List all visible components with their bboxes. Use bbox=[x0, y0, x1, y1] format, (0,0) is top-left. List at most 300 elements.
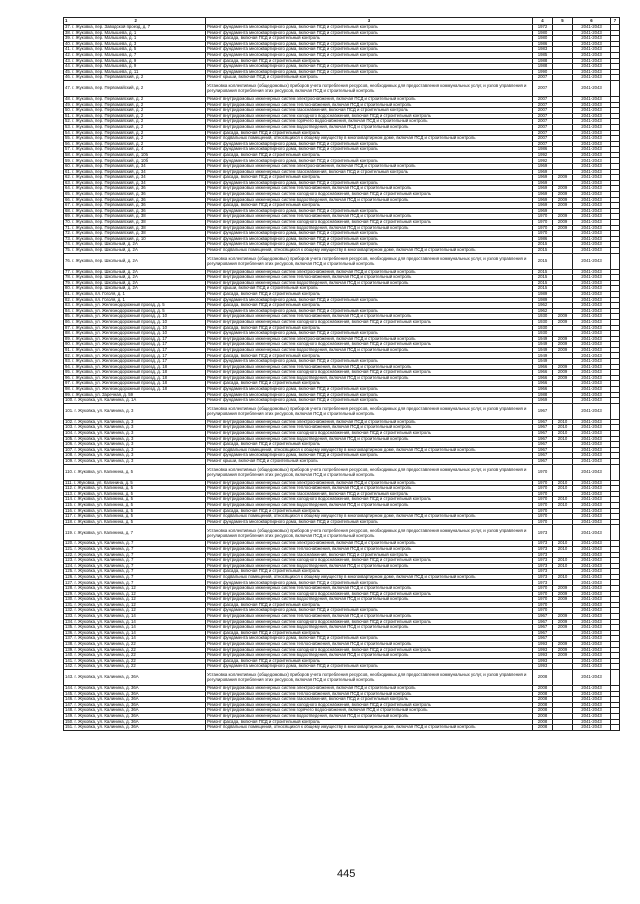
year-cell: 2008 bbox=[533, 669, 553, 685]
period-cell: 2041-2043 bbox=[573, 514, 611, 520]
work-type-cell: Ремонт фундамента многоквартирного дома, включая ПСД и строительный контроль bbox=[206, 387, 533, 393]
period-cell: 2041-2043 bbox=[573, 458, 611, 464]
year-cell: 1973 bbox=[533, 563, 553, 569]
year-cell: 1949 bbox=[533, 336, 553, 342]
period-cell: 2041-2043 bbox=[573, 491, 611, 497]
table-row bbox=[64, 669, 620, 685]
year-cell: 2007 bbox=[533, 119, 553, 125]
period-cell: 2041-2043 bbox=[573, 225, 611, 231]
header-cell-period: 6 bbox=[573, 18, 611, 25]
work-type-cell: Ремонт фундамента многоквартирного дома, включая ПСД и строительный контроль bbox=[206, 52, 533, 58]
repair-year-cell: 2010 bbox=[553, 480, 573, 486]
address-cell: 109. г. Жуковка, ул. Калинина, д. 3 bbox=[64, 458, 206, 464]
work-type-cell: Ремонт фундамента многоквартирного дома, включая ПСД и строительный контроль bbox=[206, 47, 533, 53]
address-cell: 74. г. Жуковка, пер. Школьный, д. 2А bbox=[64, 242, 206, 248]
note-cell bbox=[611, 80, 620, 96]
note-cell bbox=[611, 403, 620, 419]
address-cell: 53. г. Жуковка, пер. Первомайский, д. 2 bbox=[64, 124, 206, 130]
address-cell: 149. г. Жуковка, ул. Калинина, д. 36А bbox=[64, 713, 206, 719]
work-type-cell: Ремонт внутридомовых инженерных систем газоснабжения, включая ПСД и строительный контроль bbox=[206, 552, 533, 558]
period-cell: 2041-2043 bbox=[573, 242, 611, 248]
year-cell: 1986 bbox=[533, 41, 553, 47]
repair-year-cell: 2009 bbox=[553, 186, 573, 192]
work-type-cell: Ремонт фундамента многоквартирного дома, включая ПСД и строительный контроль bbox=[206, 208, 533, 214]
address-cell: 111. г. Жуковка, ул. Калинина, д. 5 bbox=[64, 480, 206, 486]
address-cell: 134. г. Жуковка, ул. Калинина, д. 14 bbox=[64, 619, 206, 625]
period-cell: 2041-2043 bbox=[573, 552, 611, 558]
repair-year-cell: 2009 bbox=[553, 591, 573, 597]
address-cell: 133. г. Жуковка, ул. Калинина, д. 14 bbox=[64, 614, 206, 620]
period-cell: 2041-2043 bbox=[573, 653, 611, 659]
year-cell: 1967 bbox=[533, 458, 553, 464]
period-cell: 2041-2043 bbox=[573, 359, 611, 365]
year-cell: 1970 bbox=[533, 591, 553, 597]
repair-year-cell: 2009 bbox=[553, 175, 573, 181]
period-cell: 2041-2043 bbox=[573, 597, 611, 603]
repair-year-cell: 2009 bbox=[553, 370, 573, 376]
period-cell: 2041-2043 bbox=[573, 725, 611, 731]
repair-year-cell: 2009 bbox=[553, 319, 573, 325]
period-cell: 2041-2043 bbox=[573, 569, 611, 575]
year-cell: 1967 bbox=[533, 442, 553, 448]
work-type-cell: Ремонт внутридомовых инженерных систем холодного водоснабжения, включая ПСД и строительный контроль bbox=[206, 370, 533, 376]
period-cell: 2041-2043 bbox=[573, 497, 611, 503]
work-type-cell: Ремонт внутридомовых инженерных систем холодного водоснабжения, включая ПСД и строительный контроль bbox=[206, 342, 533, 348]
header-cell-work: 3 bbox=[206, 18, 533, 25]
address-cell: 38. г. Жуковка, пер. Малышева, д. 1 bbox=[64, 30, 206, 36]
address-cell: 83. г. Жуковка, ул. Железнодорожный проезд, д. 5 bbox=[64, 303, 206, 309]
period-cell: 2041-2043 bbox=[573, 203, 611, 209]
period-cell: 2041-2043 bbox=[573, 136, 611, 142]
work-type-cell: Ремонт фасада, включая ПСД и строительный контроль bbox=[206, 508, 533, 514]
year-cell: 1949 bbox=[533, 347, 553, 353]
period-cell: 2041-2043 bbox=[573, 152, 611, 158]
period-cell: 2041-2043 bbox=[573, 124, 611, 130]
period-cell: 2041-2043 bbox=[573, 453, 611, 459]
work-type-cell: Ремонт фасада, включая ПСД и строительный контроль bbox=[206, 569, 533, 575]
period-cell: 2041-2043 bbox=[573, 36, 611, 42]
address-cell: 99. г. Жуковка, ул. Заречная, д. 59 bbox=[64, 392, 206, 398]
period-cell: 2041-2043 bbox=[573, 275, 611, 281]
repair-year-cell: 2009 bbox=[553, 314, 573, 320]
repair-year-cell: 2009 bbox=[553, 225, 573, 231]
year-cell: 1930 bbox=[533, 331, 553, 337]
repair-year-cell: 2010 bbox=[553, 574, 573, 580]
year-cell: 1969 bbox=[533, 180, 553, 186]
year-cell: 1993 bbox=[533, 658, 553, 664]
work-type-cell: Установка коллективных (общедомовых) приборов учета потребления ресурсов, необходимых для предоставления коммунальных услуг, и узлов управления и регулирования потребления этих ресурсов, включая ПСД и строительный контроль bbox=[206, 464, 533, 480]
work-type-cell: Ремонт внутридомовых инженерных систем теплоснабжения, включая ПСД и строительный контроль bbox=[206, 486, 533, 492]
work-type-cell: Ремонт подвальных помещений, относящихся к общему имуществу в многоквартирном доме, включая ПСД и строительный контроль bbox=[206, 725, 533, 731]
address-cell: 80. г. Жуковка, пер. Школьный, д. 2А bbox=[64, 286, 206, 292]
period-cell: 2041-2043 bbox=[573, 642, 611, 648]
year-cell: 1967 bbox=[533, 630, 553, 636]
period-cell: 2041-2043 bbox=[573, 214, 611, 220]
work-type-cell: Ремонт фасада, включая ПСД и строительный контроль bbox=[206, 291, 533, 297]
period-cell: 2041-2043 bbox=[573, 52, 611, 58]
year-cell: 1970 bbox=[533, 464, 553, 480]
work-type-cell: Ремонт внутридомовых инженерных систем водоотведения, включая ПСД и строительный контроль bbox=[206, 625, 533, 631]
work-type-cell: Ремонт внутридомовых инженерных систем теплоснабжения, включая ПСД и строительный контроль bbox=[206, 186, 533, 192]
year-cell: 2007 bbox=[533, 136, 553, 142]
year-cell: 1973 bbox=[533, 569, 553, 575]
period-cell: 2041-2043 bbox=[573, 375, 611, 381]
work-type-cell: Ремонт фасада, включая ПСД и строительный контроль bbox=[206, 203, 533, 209]
year-cell: 2007 bbox=[533, 80, 553, 96]
work-type-cell: Ремонт подвальных помещений, относящихся к общему имуществу в многоквартирном доме, включая ПСД и строительный контроль bbox=[206, 136, 533, 142]
address-cell: 112. г. Жуковка, ул. Калинина, д. 5 bbox=[64, 486, 206, 492]
period-cell: 2041-2043 bbox=[573, 80, 611, 96]
year-cell: 1966 bbox=[533, 387, 553, 393]
year-cell: 1969 bbox=[533, 208, 553, 214]
address-cell: 79. г. Жуковка, пер. Школьный, д. 2А bbox=[64, 280, 206, 286]
year-cell: 1969 bbox=[533, 197, 553, 203]
year-cell: 2008 bbox=[533, 725, 553, 731]
address-cell: 151. г. Жуковка, ул. Калинина, д. 36А bbox=[64, 725, 206, 731]
work-type-cell: Ремонт внутридомовых инженерных систем холодного водоснабжения, включая ПСД и строительный контроль bbox=[206, 431, 533, 437]
address-cell: 47. г. Жуковка, пер. Первомайский, д. 2 bbox=[64, 80, 206, 96]
header-cell-col5: 5 bbox=[553, 18, 573, 25]
work-type-cell: Ремонт внутридомовых инженерных систем газоснабжения, включая ПСД и строительный контроль bbox=[206, 491, 533, 497]
work-type-cell: Ремонт фундамента многоквартирного дома, включая ПСД и строительный контроль bbox=[206, 64, 533, 70]
work-type-cell: Ремонт фасада, включая ПСД и строительный контроль bbox=[206, 630, 533, 636]
work-type-cell: Ремонт внутридомовых инженерных систем теплоснабжения, включая ПСД и строительный контроль bbox=[206, 614, 533, 620]
year-cell: 2007 bbox=[533, 96, 553, 102]
period-cell: 2041-2043 bbox=[573, 325, 611, 331]
year-cell: 1970 bbox=[533, 497, 553, 503]
year-cell: 1967 bbox=[533, 625, 553, 631]
note-cell bbox=[611, 725, 620, 731]
year-cell: 1989 bbox=[533, 291, 553, 297]
period-cell: 2041-2043 bbox=[573, 253, 611, 269]
address-cell: 127. г. Жуковка, ул. Калинина, д. 7 bbox=[64, 580, 206, 586]
address-cell: 43. г. Жуковка, пер. Малышева, д. 9 bbox=[64, 58, 206, 64]
work-type-cell: Ремонт внутридомовых инженерных систем теплоснабжения, включая ПСД и строительный контроль bbox=[206, 546, 533, 552]
repair-year-cell: 2009 bbox=[553, 375, 573, 381]
work-type-cell: Ремонт крыши, включая ПСД и строительный контроль bbox=[206, 458, 533, 464]
work-type-cell: Ремонт фундамента многоквартирного дома, включая ПСД и строительный контроль bbox=[206, 308, 533, 314]
address-cell: 59. г. Жуковка, пер. Первомайский, д. 10б bbox=[64, 158, 206, 164]
work-type-cell: Ремонт фундамента многоквартирного дома, включая ПСД и строительный контроль bbox=[206, 331, 533, 337]
address-cell: 89. г. Жуковка, ул. Железнодорожный проезд, д. 17 bbox=[64, 336, 206, 342]
address-cell: 88. г. Жуковка, ул. Железнодорожный проезд, д. 10 bbox=[64, 331, 206, 337]
work-type-cell: Ремонт внутридомовых инженерных систем электроснабжения, включая ПСД и строительный контроль bbox=[206, 269, 533, 275]
period-cell: 2041-2043 bbox=[573, 541, 611, 547]
work-type-cell: Ремонт внутридомовых инженерных систем холодного водоснабжения, включая ПСД и строительный контроль bbox=[206, 558, 533, 564]
year-cell: 1970 bbox=[533, 586, 553, 592]
address-cell: 75. г. Жуковка, пер. Школьный, д. 2А bbox=[64, 247, 206, 253]
address-cell: 117. г. Жуковка, ул. Калинина, д. 5 bbox=[64, 514, 206, 520]
period-cell: 2041-2043 bbox=[573, 297, 611, 303]
work-type-cell: Ремонт фундамента многоквартирного дома, включая ПСД и строительный контроль bbox=[206, 147, 533, 153]
address-cell: 39. г. Жуковка, пер. Малышева, д. 1 bbox=[64, 36, 206, 42]
repair-year-cell: 2009 bbox=[553, 586, 573, 592]
repair-year-cell: 2010 bbox=[553, 431, 573, 437]
address-cell: 100. г. Жуковка, ул. Калинина, д. 1А bbox=[64, 398, 206, 404]
address-cell: 37. г. Жуковка, пер. Заводской проезд, д. 7 bbox=[64, 25, 206, 31]
year-cell: 1980 bbox=[533, 36, 553, 42]
year-cell: 1970 bbox=[533, 514, 553, 520]
work-type-cell: Ремонт внутридомовых инженерных систем электроснабжения, включая ПСД и строительный контроль bbox=[206, 541, 533, 547]
address-cell: 85. г. Жуковка, ул. Железнодорожный проезд, д. 10 bbox=[64, 314, 206, 320]
address-cell: 122. г. Жуковка, ул. Калинина, д. 7 bbox=[64, 552, 206, 558]
address-cell: 49. г. Жуковка, пер. Первомайский, д. 2 bbox=[64, 102, 206, 108]
year-cell: 1970 bbox=[533, 486, 553, 492]
period-cell: 2041-2043 bbox=[573, 697, 611, 703]
year-cell: 1967 bbox=[533, 419, 553, 425]
year-cell: 1973 bbox=[533, 546, 553, 552]
work-type-cell: Ремонт подвальных помещений, относящихся к общему имуществу в многоквартирном доме, включая ПСД и строительный контроль bbox=[206, 514, 533, 520]
period-cell: 2041-2043 bbox=[573, 58, 611, 64]
work-type-cell: Ремонт внутридомовых инженерных систем теплоснабжения, включая ПСД и строительный контроль bbox=[206, 425, 533, 431]
work-type-cell: Ремонт фундамента многоквартирного дома, включая ПСД и строительный контроль bbox=[206, 242, 533, 248]
year-cell: 2015 bbox=[533, 269, 553, 275]
work-type-cell: Ремонт внутридомовых инженерных систем холодного водоснабжения, включая ПСД и строительный контроль bbox=[206, 192, 533, 198]
period-cell: 2041-2043 bbox=[573, 425, 611, 431]
period-cell: 2041-2043 bbox=[573, 708, 611, 714]
work-type-cell: Ремонт внутридомовых инженерных систем электроснабжения, включая ПСД и строительный контроль bbox=[206, 164, 533, 170]
repair-year-cell: 2010 bbox=[553, 497, 573, 503]
period-cell: 2041-2043 bbox=[573, 308, 611, 314]
year-cell: 1988 bbox=[533, 392, 553, 398]
address-cell: 138. г. Жуковка, ул. Калинина, д. 22 bbox=[64, 642, 206, 648]
year-cell: 2007 bbox=[533, 75, 553, 81]
year-cell: 2008 bbox=[533, 719, 553, 725]
work-type-cell: Ремонт внутридомовых инженерных систем водоотведения, включая ПСД и строительный контроль bbox=[206, 653, 533, 659]
work-type-cell: Ремонт внутридомовых инженерных систем холодного водоснабжения, включая ПСД и строительный контроль bbox=[206, 220, 533, 226]
work-type-cell: Ремонт крыши, включая ПСД и строительный контроль bbox=[206, 286, 533, 292]
repair-year-cell: 2009 bbox=[553, 347, 573, 353]
period-cell: 2041-2043 bbox=[573, 625, 611, 631]
year-cell: 1962 bbox=[533, 308, 553, 314]
period-cell: 2041-2043 bbox=[573, 685, 611, 691]
address-cell: 70. г. Жуковка, пер. Первомайский, д. 38 bbox=[64, 220, 206, 226]
repair-year-cell: 2010 bbox=[553, 563, 573, 569]
year-cell: 2008 bbox=[533, 713, 553, 719]
work-type-cell: Ремонт внутридомовых инженерных систем водоотведения, включая ПСД и строительный контроль bbox=[206, 713, 533, 719]
work-type-cell: Ремонт внутридомовых инженерных систем водоотведения, включая ПСД и строительный контроль bbox=[206, 124, 533, 130]
work-type-cell: Установка коллективных (общедомовых) приборов учета потребления ресурсов, необходимых для предоставления коммунальных услуг, и узлов управления и регулирования потребления этих ресурсов, включая ПСД и строительный контроль bbox=[206, 253, 533, 269]
address-cell: 143. г. Жуковка, ул. Калинина, д. 36А bbox=[64, 669, 206, 685]
address-cell: 139. г. Жуковка, ул. Калинина, д. 22 bbox=[64, 647, 206, 653]
document-page bbox=[63, 17, 619, 731]
year-cell: 1970 bbox=[533, 231, 553, 237]
work-type-cell: Ремонт внутридомовых инженерных систем водоотведения, включая ПСД и строительный контроль bbox=[206, 280, 533, 286]
work-type-cell: Ремонт фасада, включая ПСД и строительный контроль bbox=[206, 602, 533, 608]
work-type-cell: Ремонт внутридомовых инженерных систем холодного водоснабжения, включая ПСД и строительный контроль bbox=[206, 619, 533, 625]
address-cell: 45. г. Жуковка, пер. Малышева, д. 11 bbox=[64, 69, 206, 75]
period-cell: 2041-2043 bbox=[573, 96, 611, 102]
year-cell: 2015 bbox=[533, 286, 553, 292]
capital-repair-table bbox=[63, 17, 620, 731]
work-type-cell: Ремонт внутридомовых инженерных систем водоотведения, включая ПСД и строительный контроль bbox=[206, 502, 533, 508]
work-type-cell: Ремонт фундамента многоквартирного дома, включая ПСД и строительный контроль bbox=[206, 664, 533, 670]
year-cell: 1972 bbox=[533, 25, 553, 31]
period-cell: 2041-2043 bbox=[573, 113, 611, 119]
address-cell: 48. г. Жуковка, пер. Первомайский, д. 2 bbox=[64, 96, 206, 102]
work-type-cell: Ремонт фундамента многоквартирного дома, включая ПСД и строительный контроль bbox=[206, 180, 533, 186]
address-cell: 51. г. Жуковка, пер. Первомайский, д. 2 bbox=[64, 113, 206, 119]
work-type-cell: Ремонт внутридомовых инженерных систем теплоснабжения, включая ПСД и строительный контроль bbox=[206, 691, 533, 697]
year-cell: 1988 bbox=[533, 58, 553, 64]
work-type-cell: Ремонт фасада, включая ПСД и строительный контроль bbox=[206, 658, 533, 664]
work-type-cell: Ремонт внутридомовых инженерных систем водоотведения, включая ПСД и строительный контроль bbox=[206, 225, 533, 231]
address-cell: 144. г. Жуковка, ул. Калинина, д. 36А bbox=[64, 685, 206, 691]
address-cell: 145. г. Жуковка, ул. Калинина, д. 36А bbox=[64, 691, 206, 697]
work-type-cell: Ремонт внутридомовых инженерных систем холодного водоснабжения, включая ПСД и строительный контроль bbox=[206, 702, 533, 708]
period-cell: 2041-2043 bbox=[573, 669, 611, 685]
period-cell: 2041-2043 bbox=[573, 280, 611, 286]
work-type-cell: Ремонт фундамента многоквартирного дома, включая ПСД и строительный контроль bbox=[206, 231, 533, 237]
repair-year-cell: 2009 bbox=[553, 625, 573, 631]
work-type-cell: Ремонт крыши, включая ПСД и строительный контроль bbox=[206, 75, 533, 81]
work-type-cell: Ремонт фасада, включая ПСД и строительный контроль bbox=[206, 381, 533, 387]
year-cell: 2015 bbox=[533, 280, 553, 286]
address-cell: 129. г. Жуковка, ул. Калинина, д. 12 bbox=[64, 591, 206, 597]
work-type-cell: Ремонт подвальных помещений, относящихся к общему имуществу в многоквартирном доме, включая ПСД и строительный контроль bbox=[206, 447, 533, 453]
repair-year-cell: 2010 bbox=[553, 546, 573, 552]
period-cell: 2041-2043 bbox=[573, 192, 611, 198]
year-cell: 1980 bbox=[533, 30, 553, 36]
work-type-cell: Ремонт фундамента многоквартирного дома, включая ПСД и строительный контроль bbox=[206, 636, 533, 642]
address-cell: 96. г. Жуковка, ул. Железнодорожный проезд, д. 18 bbox=[64, 375, 206, 381]
note-cell bbox=[611, 525, 620, 541]
repair-year-cell: 2010 bbox=[553, 436, 573, 442]
address-cell: 125. г. Жуковка, ул. Калинина, д. 7 bbox=[64, 569, 206, 575]
year-cell: 1969 bbox=[533, 169, 553, 175]
address-cell: 147. г. Жуковка, ул. Калинина, д. 36А bbox=[64, 702, 206, 708]
work-type-cell: Ремонт фасада, включая ПСД и строительный контроль bbox=[206, 175, 533, 181]
period-cell: 2041-2043 bbox=[573, 636, 611, 642]
year-cell: 1967 bbox=[533, 614, 553, 620]
address-cell: 150. г. Жуковка, ул. Калинина, д. 36А bbox=[64, 719, 206, 725]
work-type-cell: Ремонт внутридомовых инженерных систем водоотведения, включая ПСД и строительный контроль bbox=[206, 375, 533, 381]
period-cell: 2041-2043 bbox=[573, 364, 611, 370]
address-cell: 67. г. Жуковка, пер. Первомайский, д. 36 bbox=[64, 203, 206, 209]
address-cell: 40. г. Жуковка, пер. Малышева, д. 3 bbox=[64, 41, 206, 47]
work-type-cell: Ремонт внутридомовых инженерных систем водоотведения, включая ПСД и строительный контроль bbox=[206, 347, 533, 353]
header-num-1: 1 bbox=[65, 17, 68, 23]
year-cell: 1992 bbox=[533, 158, 553, 164]
header-cell-year: 4 bbox=[533, 18, 553, 25]
year-cell: 1967 bbox=[533, 447, 553, 453]
address-cell: 142. г. Жуковка, ул. Калинина, д. 22 bbox=[64, 664, 206, 670]
address-cell: 77. г. Жуковка, пер. Школьный, д. 2А bbox=[64, 269, 206, 275]
table-row bbox=[64, 80, 620, 96]
year-cell: 1970 bbox=[533, 508, 553, 514]
work-type-cell: Ремонт внутридомовых инженерных систем электроснабжения, включая ПСД и строительный контроль bbox=[206, 96, 533, 102]
address-cell: 69. г. Жуковка, пер. Первомайский, д. 38 bbox=[64, 214, 206, 220]
address-cell: 106. г. Жуковка, ул. Калинина, д. 3 bbox=[64, 442, 206, 448]
period-cell: 2041-2043 bbox=[573, 342, 611, 348]
table-body bbox=[64, 25, 620, 731]
address-cell: 50. г. Жуковка, пер. Первомайский, д. 2 bbox=[64, 108, 206, 114]
period-cell: 2041-2043 bbox=[573, 442, 611, 448]
year-cell: 1992 bbox=[533, 152, 553, 158]
work-type-cell: Установка коллективных (общедомовых) приборов учета потребления ресурсов, необходимых для предоставления коммунальных услуг, и узлов управления и регулирования потребления этих ресурсов, включая ПСД и строительный контроль bbox=[206, 80, 533, 96]
year-cell: 1970 bbox=[533, 597, 553, 603]
year-cell: 1969 bbox=[533, 186, 553, 192]
period-cell: 2041-2043 bbox=[573, 392, 611, 398]
address-cell: 114. г. Жуковка, ул. Калинина, д. 5 bbox=[64, 497, 206, 503]
period-cell: 2041-2043 bbox=[573, 480, 611, 486]
period-cell: 2041-2043 bbox=[573, 436, 611, 442]
year-cell: 1993 bbox=[533, 647, 553, 653]
address-cell: 84. г. Жуковка, ул. Железнодорожный проезд, д. 5 bbox=[64, 308, 206, 314]
work-type-cell: Ремонт фундамента многоквартирного дома, включая ПСД и строительный контроль bbox=[206, 580, 533, 586]
work-type-cell: Ремонт внутридомовых инженерных систем теплоснабжения, включая ПСД и строительный контроль bbox=[206, 275, 533, 281]
address-cell: 105. г. Жуковка, ул. Калинина, д. 3 bbox=[64, 436, 206, 442]
period-cell: 2041-2043 bbox=[573, 630, 611, 636]
year-cell: 1969 bbox=[533, 175, 553, 181]
period-cell: 2041-2043 bbox=[573, 164, 611, 170]
period-cell: 2041-2043 bbox=[573, 208, 611, 214]
year-cell: 2007 bbox=[533, 124, 553, 130]
work-type-cell: Ремонт внутридомовых инженерных систем холодного водоснабжения, включая ПСД и строительный контроль bbox=[206, 591, 533, 597]
address-cell: 135. г. Жуковка, ул. Калинина, д. 14 bbox=[64, 625, 206, 631]
year-cell: 2007 bbox=[533, 130, 553, 136]
address-cell: 66. г. Жуковка, пер. Первомайский, д. 36 bbox=[64, 197, 206, 203]
year-cell: 1989 bbox=[533, 297, 553, 303]
repair-year-cell: 2009 bbox=[553, 614, 573, 620]
period-cell: 2041-2043 bbox=[573, 580, 611, 586]
work-type-cell: Ремонт фасада, включая ПСД и строительный контроль bbox=[206, 58, 533, 64]
work-type-cell: Ремонт внутридомовых инженерных систем теплоснабжения, включая ПСД и строительный контроль bbox=[206, 364, 533, 370]
period-cell: 2041-2043 bbox=[573, 508, 611, 514]
year-cell: 2007 bbox=[533, 108, 553, 114]
period-cell: 2041-2043 bbox=[573, 130, 611, 136]
period-cell: 2041-2043 bbox=[573, 519, 611, 525]
period-cell: 2041-2043 bbox=[573, 702, 611, 708]
work-type-cell: Ремонт фасада, включая ПСД и строительный контроль bbox=[206, 303, 533, 309]
repair-year-cell: 2010 bbox=[553, 425, 573, 431]
year-cell: 1966 bbox=[533, 381, 553, 387]
year-cell: 1973 bbox=[533, 574, 553, 580]
address-cell: 72. г. Жуковка, пер. Первомайский, д. 38 bbox=[64, 231, 206, 237]
period-cell: 2041-2043 bbox=[573, 619, 611, 625]
period-cell: 2041-2043 bbox=[573, 664, 611, 670]
address-cell: 57. г. Жуковка, пер. Первомайский, д. 4 bbox=[64, 147, 206, 153]
year-cell: 1970 bbox=[533, 480, 553, 486]
year-cell: 2008 bbox=[533, 708, 553, 714]
period-cell: 2041-2043 bbox=[573, 236, 611, 242]
work-type-cell: Ремонт фундамента многоквартирного дома, включая ПСД и строительный контроль bbox=[206, 30, 533, 36]
work-type-cell: Ремонт фундамента многоквартирного дома, включая ПСД и строительный контроль bbox=[206, 392, 533, 398]
year-cell: 1949 bbox=[533, 342, 553, 348]
year-cell: 1990 bbox=[533, 69, 553, 75]
note-cell bbox=[611, 464, 620, 480]
address-cell: 103. г. Жуковка, ул. Калинина, д. 3 bbox=[64, 425, 206, 431]
address-cell: 108. г. Жуковка, ул. Калинина, д. 3 bbox=[64, 453, 206, 459]
period-cell: 2041-2043 bbox=[573, 180, 611, 186]
address-cell: 116. г. Жуковка, ул. Калинина, д. 5 bbox=[64, 508, 206, 514]
year-cell: 1985 bbox=[533, 52, 553, 58]
year-cell: 1993 bbox=[533, 653, 553, 659]
address-cell: 118. г. Жуковка, ул. Калинина, д. 5 bbox=[64, 519, 206, 525]
year-cell: 1970 bbox=[533, 519, 553, 525]
repair-year-cell: 2010 bbox=[553, 502, 573, 508]
period-cell: 2041-2043 bbox=[573, 370, 611, 376]
period-cell: 2041-2043 bbox=[573, 175, 611, 181]
address-cell: 42. г. Жуковка, пер. Малышева, д. 7 bbox=[64, 52, 206, 58]
repair-year-cell: 2010 bbox=[553, 558, 573, 564]
repair-year-cell bbox=[553, 403, 573, 419]
period-cell: 2041-2043 bbox=[573, 713, 611, 719]
period-cell: 2041-2043 bbox=[573, 303, 611, 309]
address-cell: 87. г. Жуковка, ул. Железнодорожный проезд, д. 10 bbox=[64, 325, 206, 331]
year-cell: 1993 bbox=[533, 664, 553, 670]
period-cell: 2041-2043 bbox=[573, 691, 611, 697]
